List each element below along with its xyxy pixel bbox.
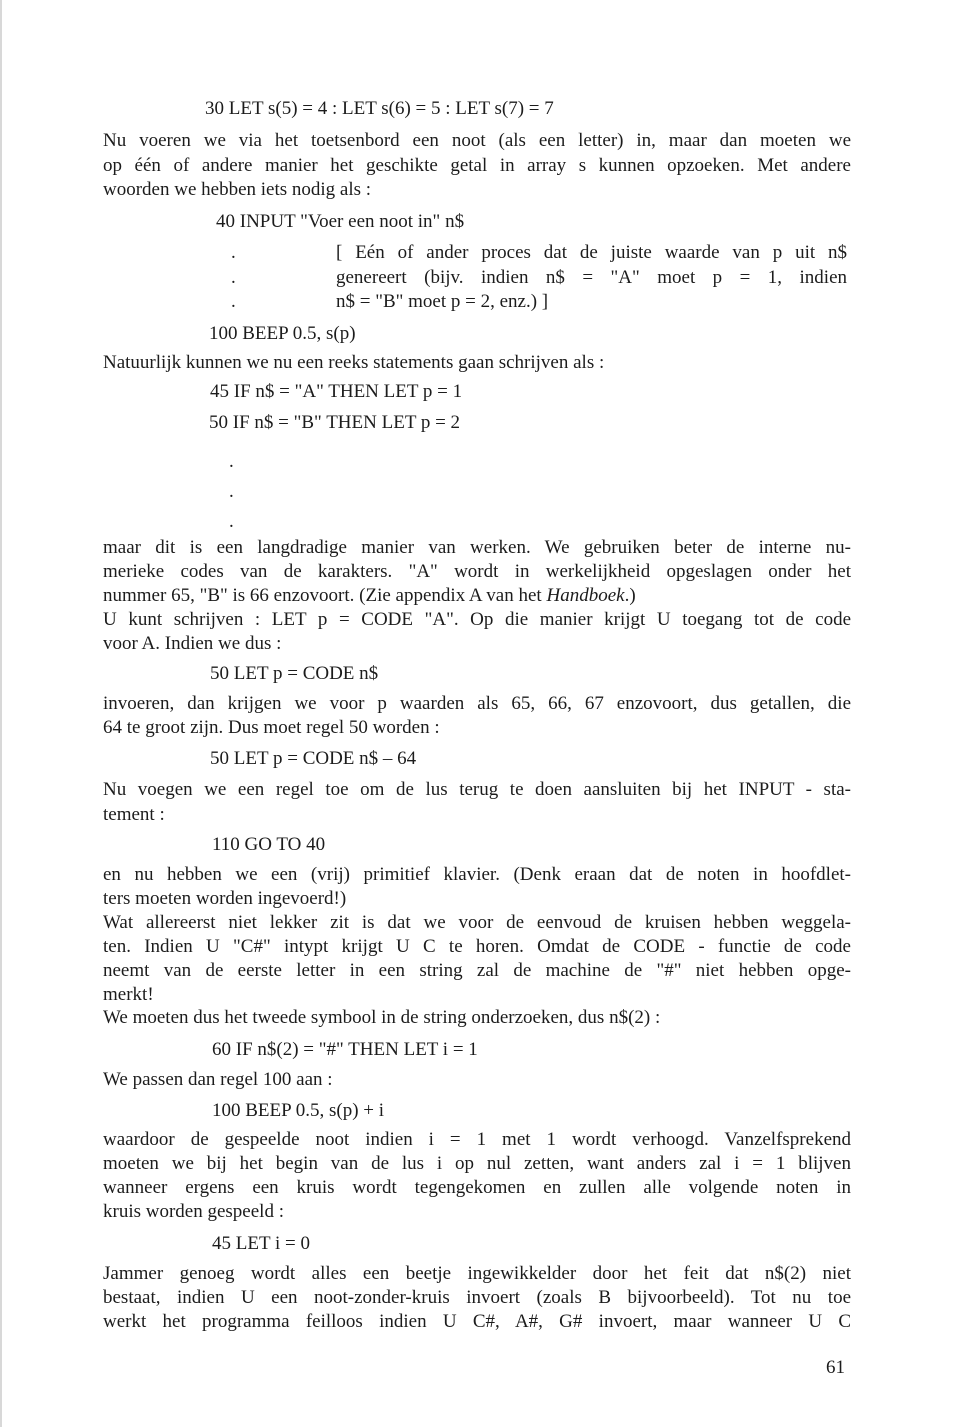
paragraph-line: wanneer ergens een kruis wordt tegengekomen en zullen alle volgende noten in xyxy=(103,1177,851,1198)
page-number: 61 xyxy=(826,1357,845,1378)
paragraph-line: Jammer genoeg wordt alles een beetje ingewikkelder door het feit dat n$(2) niet xyxy=(103,1263,851,1284)
ellipsis-dot: . xyxy=(231,267,236,288)
ellipsis-dot: . xyxy=(231,291,236,312)
bracket-note-line: n$ = "B" moet p = 2, enz.) ] xyxy=(336,291,549,312)
paragraph-line: bestaat, indien U een noot-zonder-kruis invoert (zoals B bijvoorbeeld). Tot nu toe xyxy=(103,1287,851,1308)
paragraph-line: We passen dan regel 100 aan : xyxy=(103,1069,333,1090)
paragraph-line: Nu voeren we via het toetsenbord een noot (als een letter) in, maar dan moeten we xyxy=(103,130,851,151)
bracket-note-line: genereert (bijv. indien n$ = "A" moet p = 1, indien xyxy=(336,267,847,288)
ellipsis-dot: . xyxy=(231,242,236,263)
paragraph-line: op één of andere manier het geschikte getal in array s kunnen opzoeken. Met andere xyxy=(103,155,851,176)
code-line-30: 30 LET s(5) = 4 : LET s(6) = 5 : LET s(7) = 7 xyxy=(205,98,554,119)
code-line-50: 50 IF n$ = "B" THEN LET p = 2 xyxy=(209,412,461,433)
paragraph-line: 64 te groot zijn. Dus moet regel 50 worden : xyxy=(103,717,440,738)
paragraph-line: ters moeten worden ingevoerd!) xyxy=(103,888,347,909)
code-line-60: 60 IF n$(2) = "#" THEN LET i = 1 xyxy=(212,1039,478,1060)
ellipsis-dot: . xyxy=(229,511,234,532)
code-line-45: 45 IF n$ = "A" THEN LET p = 1 xyxy=(210,381,463,402)
paragraph-line: ten. Indien U "C#" intypt krijgt U C te horen. Omdat de CODE - functie de code xyxy=(103,936,851,957)
code-line-100: 100 BEEP 0.5, s(p) xyxy=(209,323,356,344)
paragraph-line: maar dit is een langdradige manier van werken. We gebruiken beter de interne nu- xyxy=(103,537,851,558)
paragraph-line: U kunt schrijven : LET p = CODE "A". Op die manier krijgt U toegang tot de code xyxy=(103,609,851,630)
paragraph-line: waardoor de gespeelde noot indien i = 1 met 1 wordt verhoogd. Vanzelfsprekend xyxy=(103,1129,851,1150)
code-line-50-minus: 50 LET p = CODE n$ – 64 xyxy=(210,748,417,769)
paragraph-line: neemt van de eerste letter in een string zal de machine de "#" niet hebben opge- xyxy=(103,960,851,981)
paragraph-line: werkt het programma feilloos indien U C#, A#, G# invoert, maar wanneer U C xyxy=(103,1311,851,1332)
paragraph-line: moeten we bij het begin van de lus i op nul zetten, want anders zal i = 1 blijven xyxy=(103,1153,851,1174)
code-line-110: 110 GO TO 40 xyxy=(212,834,326,855)
paragraph-line: voor A. Indien we dus : xyxy=(103,633,282,654)
paragraph-line: tement : xyxy=(103,804,165,825)
paragraph-line: invoeren, dan krijgen we voor p waarden als 65, 66, 67 enzovoort, dus getallen, die xyxy=(103,693,851,714)
paragraph-line: kruis worden gespeeld : xyxy=(103,1201,284,1222)
paragraph-line: en nu hebben we een (vrij) primitief klavier. (Denk eraan dat de noten in hoofdlet- xyxy=(103,864,851,885)
ellipsis-dot: . xyxy=(229,451,234,472)
bracket-note-line: [ Eén of ander proces dat de juiste waarde van p uit n$ xyxy=(336,242,847,263)
paragraph-line: Wat allereerst niet lekker zit is dat we voor de eenvoud de kruisen hebben weggela- xyxy=(103,912,851,933)
code-line-45-i: 45 LET i = 0 xyxy=(212,1233,310,1254)
code-line-100-i: 100 BEEP 0.5, s(p) + i xyxy=(212,1100,385,1121)
paragraph-line: woorden we hebben iets nodig als : xyxy=(103,179,372,200)
paragraph-line: merkt! xyxy=(103,984,154,1005)
page-edge xyxy=(0,0,2,1427)
ellipsis-dot: . xyxy=(229,481,234,502)
paragraph-line: We moeten dus het tweede symbool in de string onderzoeken, dus n$(2) : xyxy=(103,1007,661,1028)
handboek-italic: Handboek xyxy=(546,585,625,606)
code-line-40: 40 INPUT "Voer een noot in" n$ xyxy=(216,211,465,232)
paragraph-line: merieke codes van de karakters. "A" wordt in werkelijkheid opgeslagen onder het xyxy=(103,561,851,582)
code-line-50-code: 50 LET p = CODE n$ xyxy=(210,663,379,684)
paragraph-line: nummer 65, "B" is 66 enzovoort. (Zie appendix A van het Handboek.) xyxy=(103,585,636,606)
paragraph-line: Natuurlijk kunnen we nu een reeks statements gaan schrijven als : xyxy=(103,352,605,373)
paragraph-line: Nu voegen we een regel toe om de lus terug te doen aansluiten bij het INPUT - sta- xyxy=(103,779,851,800)
